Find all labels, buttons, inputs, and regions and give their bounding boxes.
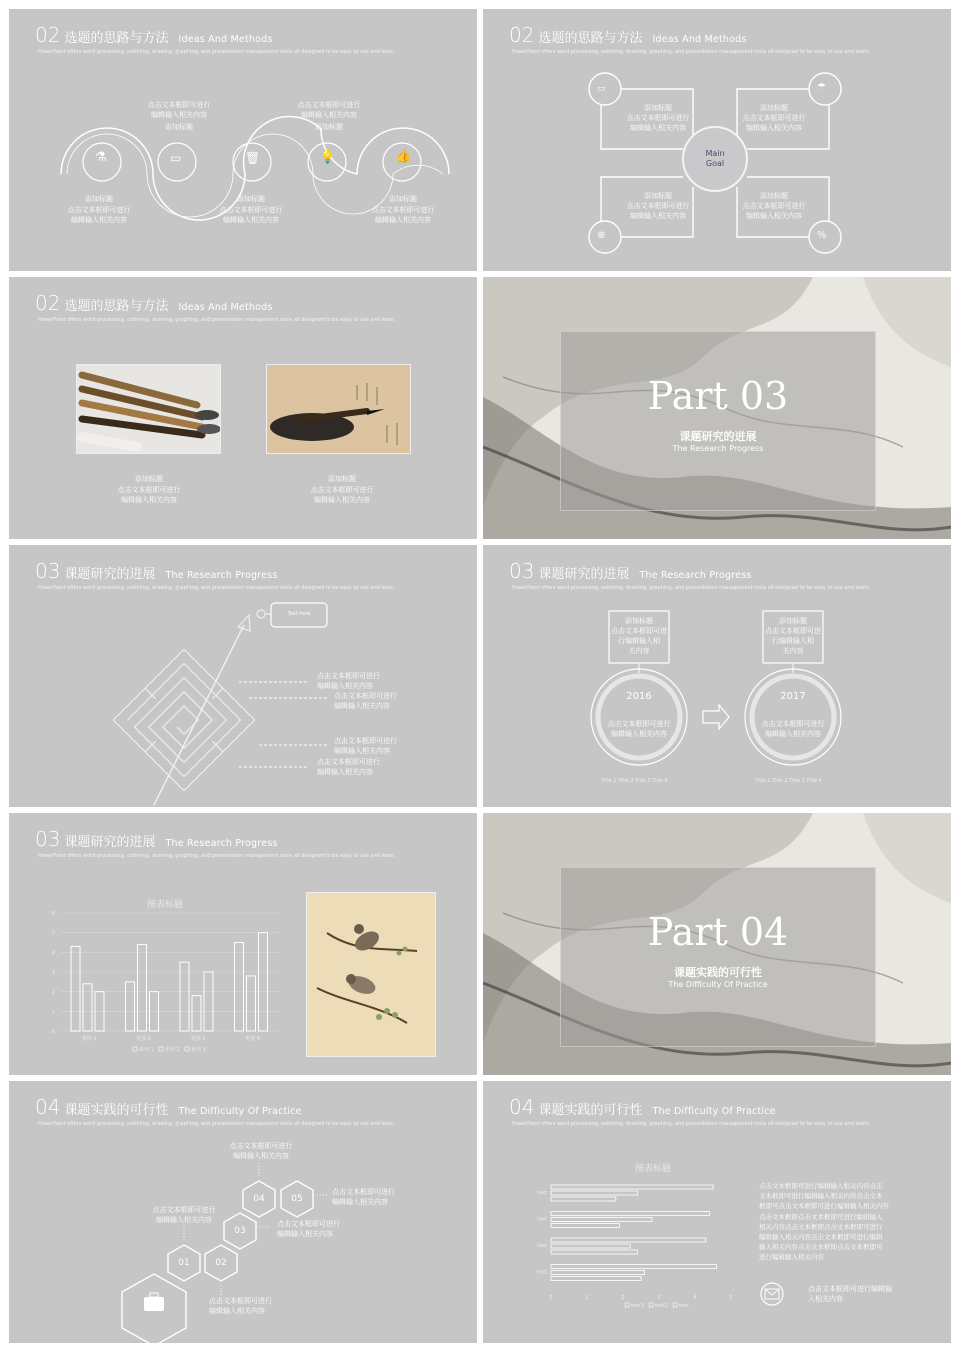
slide-subtitle: PowerPoint offers word processing, outlining, drawing, graphing, and presentation management tools all designed to be easy to use and learn. xyxy=(38,585,396,591)
x-tick-label: 类别 3 xyxy=(190,1036,206,1042)
step-text: 点击文本框即可进行 编辑输入相关内容 xyxy=(229,1142,293,1160)
y-tick-label: 2 xyxy=(51,989,55,996)
maze-item-text: 点击文本框即可进行 编辑输入相关内容 xyxy=(317,672,380,690)
legend-swatch xyxy=(133,1047,137,1051)
legend-label: text xyxy=(679,1303,689,1309)
slide-subtitle: PowerPoint offers word processing, outlining, drawing, graphing, and presentation management tools all designed to be easy to use and learn. xyxy=(38,49,396,55)
trash-icon: 🗑 xyxy=(245,151,261,165)
section-title-en: Ideas And Methods xyxy=(178,34,273,45)
legend-swatch xyxy=(185,1047,189,1051)
slide-ideas-timeline[interactable] xyxy=(9,9,477,271)
brush-inkstone-photo xyxy=(266,364,411,454)
y-tick-label: 0 xyxy=(51,1029,55,1035)
slide-subtitle: PowerPoint offers word processing, outlining, drawing, graphing, and presentation management tools all designed to be easy to use and learn. xyxy=(38,317,396,323)
goal-connector xyxy=(483,9,951,271)
slide-horizontal-chart[interactable] xyxy=(483,1081,951,1343)
item-title: 添加标题 xyxy=(389,195,417,203)
brushes-photo xyxy=(76,364,221,454)
step-02: 02 xyxy=(215,1258,227,1268)
slide-progress-years[interactable] xyxy=(483,545,951,807)
maze-item-text: 点击文本框即可进行 编辑输入相关内容 xyxy=(334,692,397,710)
section-number: 04 xyxy=(509,1095,535,1119)
maze-item-text: 点击文本框即可进行 编辑输入相关内容 xyxy=(317,758,380,776)
body-text: 点击文本框即可进行 编辑输入相关内容 xyxy=(67,206,131,224)
slide-header xyxy=(35,291,273,315)
section-title: 选题的思路与方法 xyxy=(64,31,169,46)
bar xyxy=(126,982,135,1031)
section-title: 课题研究的进展 xyxy=(64,835,156,850)
item-title: 添加标题 xyxy=(644,192,672,200)
section-title: 课题实践的可行性 xyxy=(64,1103,169,1118)
step-04: 04 xyxy=(253,1194,265,1204)
legend-label: 系列 3 xyxy=(191,1047,206,1053)
legend-label: 系列 1 xyxy=(139,1047,154,1053)
x-tick-label: 类别 1 xyxy=(81,1036,97,1042)
step-03: 03 xyxy=(234,1226,246,1236)
legend-label: text3 xyxy=(631,1303,645,1309)
legend-label: 系列 2 xyxy=(165,1047,180,1053)
y-tick-label: text xyxy=(537,1269,547,1276)
y-tick-label: 4 xyxy=(51,950,55,957)
step-text: 点击文本框即可进行 编辑输入相关内容 xyxy=(209,1297,272,1315)
ring-text: 点击文本框即可进行 编辑输入相关内容 xyxy=(607,720,671,738)
money-bag-icon: % xyxy=(817,230,827,241)
step-01: 01 xyxy=(178,1258,190,1268)
year-box-text: 添加标题 点击文本框即可进 行编辑输入相 关内容 xyxy=(611,617,667,655)
bar xyxy=(138,944,147,1031)
umbrella-icon: ☂ xyxy=(817,82,826,93)
slide-subtitle: PowerPoint offers word processing, outlining, drawing, graphing, and presentation management tools all designed to be easy to use and learn. xyxy=(38,853,396,859)
monitor-icon: ▭ xyxy=(597,84,606,94)
y-tick-label: text xyxy=(537,1190,547,1196)
thumbs-up-icon: 👍 xyxy=(395,149,412,164)
y-tick-label: 3 xyxy=(51,970,55,976)
item-title: 添加标题 xyxy=(760,192,788,200)
year-2016: 2016 xyxy=(626,691,652,702)
section-title-en: The Difficulty Of Practice xyxy=(652,1106,776,1117)
x-tick-label: 2 xyxy=(621,1295,625,1301)
item-title: 添加标题 xyxy=(315,123,343,131)
section-number: 03 xyxy=(35,827,61,851)
slide-part-03[interactable] xyxy=(483,277,951,539)
bar xyxy=(235,943,244,1032)
step-text: 点击文本框即可进行 编辑输入相关内容 xyxy=(152,1206,216,1224)
title-box xyxy=(560,331,876,511)
section-title-en: The Research Progress xyxy=(639,570,752,581)
callout-label: Text here xyxy=(287,611,311,617)
description-paragraph: 点击文本框即可进行编辑输入相关内容点击 文本框即可进行编辑输入相关内容点击文本 框即可点击文本框即可进行编辑输入相关内容 点击文本框即点击文本框即可进行编辑输入 相关内容点击文本框即点击文本框即可进行 编辑输入相关内容点击文本框即可进行编辑 输入相关内容点击文本框即点击文本框即可 进行编辑输入相关内容 xyxy=(759,1182,889,1262)
item-title: 添加标题 xyxy=(237,195,265,203)
wallet-icon: ▭ xyxy=(170,151,182,165)
section-title: 选题的思路与方法 xyxy=(64,299,169,314)
title-box xyxy=(560,867,876,1047)
legend: Title 1 Title 2 Title 3 Title 4 xyxy=(601,778,668,784)
bar xyxy=(204,972,213,1031)
maze-graphic xyxy=(9,545,477,807)
section-number: 03 xyxy=(509,559,535,583)
item-title: 添加标题 xyxy=(644,104,672,112)
x-tick-label: 5 xyxy=(729,1295,733,1301)
step-text: 点击文本框即可进行 编辑输入相关内容 xyxy=(332,1188,395,1206)
bar xyxy=(180,962,189,1031)
section-title: 选题的思路与方法 xyxy=(538,31,643,46)
inkstone-illustration xyxy=(267,365,411,454)
x-tick-label: 类别 2 xyxy=(136,1036,151,1042)
bar xyxy=(83,984,92,1031)
part-subtitle-en: The Difficulty Of Practice xyxy=(668,980,768,989)
section-number: 04 xyxy=(35,1095,61,1119)
section-number: 03 xyxy=(35,559,61,583)
slide-subtitle: PowerPoint offers word processing, outlining, drawing, graphing, and presentation management tools all designed to be easy to use and learn. xyxy=(38,1121,396,1127)
flask-icon: ⚗ xyxy=(95,150,107,165)
slide-maze[interactable] xyxy=(9,545,477,807)
y-tick-label: 5 xyxy=(51,930,55,937)
maze-item-text: 点击文本框即可进行 编辑输入相关内容 xyxy=(334,737,397,755)
ring-text: 点击文本框即可进行 编辑输入相关内容 xyxy=(761,720,825,738)
part-subtitle: 课题实践的可行性 xyxy=(674,966,762,979)
x-tick-label: 3 xyxy=(657,1295,661,1301)
y-tick-label: text xyxy=(537,1216,547,1223)
x-tick-label: 4 xyxy=(693,1295,697,1301)
year-box-text: 添加标题 点击文本框即可进 行编辑输入相 关内容 xyxy=(765,617,821,655)
y-tick-label: 1 xyxy=(51,1009,55,1016)
part-subtitle-en: The Research Progress xyxy=(672,444,764,453)
section-number: 02 xyxy=(35,291,61,315)
item-title: 添加标题 xyxy=(760,104,788,112)
bar xyxy=(192,996,201,1031)
x-tick-label: 0 xyxy=(549,1295,553,1301)
slide-subtitle: PowerPoint offers word processing, outlining, drawing, graphing, and presentation management tools all designed to be easy to use and learn. xyxy=(512,1121,870,1127)
y-tick-label: 6 xyxy=(51,911,55,917)
bird-painting xyxy=(306,892,436,1057)
slide-part-04[interactable] xyxy=(483,813,951,1075)
main-goal-label: Main Goal xyxy=(705,149,725,168)
body-text: 点击文本框即可进行 编辑输入相关内容 xyxy=(310,486,374,504)
lightbulb-icon: 💡 xyxy=(320,150,335,164)
item-title: 添加标题 xyxy=(85,195,113,203)
brushes-illustration xyxy=(77,365,221,454)
chart-title: 图表标题 xyxy=(147,900,184,910)
bar xyxy=(259,933,268,1031)
item-title: 添加标题 xyxy=(328,475,356,483)
section-title-en: The Research Progress xyxy=(165,570,278,581)
bar xyxy=(71,946,80,1031)
y-tick-label: text xyxy=(537,1243,547,1249)
section-title-en: The Research Progress xyxy=(165,838,278,849)
part-title: Part 03 xyxy=(647,374,789,418)
bar xyxy=(247,976,256,1031)
year-rings xyxy=(483,545,951,807)
body-text: 点击文本框即可进行 编辑输入相关内容 xyxy=(219,206,283,224)
body-text: 点击文本框即可进行 编辑输入相关内容 xyxy=(371,206,435,224)
section-title-en: The Difficulty Of Practice xyxy=(178,1106,302,1117)
slide-brushes[interactable] xyxy=(9,277,477,539)
section-title: 课题实践的可行性 xyxy=(538,1103,643,1118)
mail-text: 点击文本框即可进行编辑输 入相关内容 xyxy=(808,1285,892,1303)
slide-hexagon-steps[interactable] xyxy=(9,1081,477,1343)
body-text: 点击文本框即可进行 编辑输入相关内容 xyxy=(742,114,806,132)
year-2017: 2017 xyxy=(780,691,806,702)
slide-main-goal[interactable] xyxy=(483,9,951,271)
section-number: 02 xyxy=(509,23,535,47)
body-text: 点击文本框即可进行 编辑输入相关内容 xyxy=(297,101,361,119)
chart-title: 图表标题 xyxy=(635,1164,672,1174)
section-title-en: Ideas And Methods xyxy=(178,302,273,313)
legend-label: text2 xyxy=(655,1303,669,1309)
body-text: 点击文本框即可进行 编辑输入相关内容 xyxy=(626,114,690,132)
item-title: 添加标题 xyxy=(135,475,163,483)
section-title: 课题研究的进展 xyxy=(64,567,156,582)
part-title: Part 04 xyxy=(647,910,789,954)
slide-subtitle: PowerPoint offers word processing, outlining, drawing, graphing, and presentation management tools all designed to be easy to use and learn. xyxy=(512,585,870,591)
body-text: 点击文本框即可进行 编辑输入相关内容 xyxy=(626,202,690,220)
body-text: 点击文本框即可进行 编辑输入相关内容 xyxy=(742,202,806,220)
body-text: 点击文本框即可进行 编辑输入相关内容 xyxy=(117,486,181,504)
section-number: 02 xyxy=(35,23,61,47)
section-title: 课题研究的进展 xyxy=(538,567,630,582)
item-title: 添加标题 xyxy=(165,123,193,131)
x-tick-label: 类别 4 xyxy=(245,1036,260,1042)
section-title-en: Ideas And Methods xyxy=(652,34,747,45)
legend-swatch xyxy=(159,1047,163,1051)
body-text: 点击文本框即可进行 编辑输入相关内容 xyxy=(147,101,211,119)
wave-connector xyxy=(9,9,477,271)
slide-bar-chart[interactable] xyxy=(9,813,477,1075)
bird-illustration xyxy=(307,893,436,1057)
legend: Title 1 Title 2 Title 3 Title 4 xyxy=(755,778,822,784)
step-text: 点击文本框即可进行 编辑输入相关内容 xyxy=(277,1220,340,1238)
slide-subtitle: PowerPoint offers word processing, outlining, drawing, graphing, and presentation management tools all designed to be easy to use and learn. xyxy=(512,49,870,55)
step-05: 05 xyxy=(291,1194,303,1204)
part-subtitle: 课题研究的进展 xyxy=(679,430,757,443)
globe-icon: ⊕ xyxy=(597,230,606,241)
x-tick-label: 1 xyxy=(585,1295,589,1301)
